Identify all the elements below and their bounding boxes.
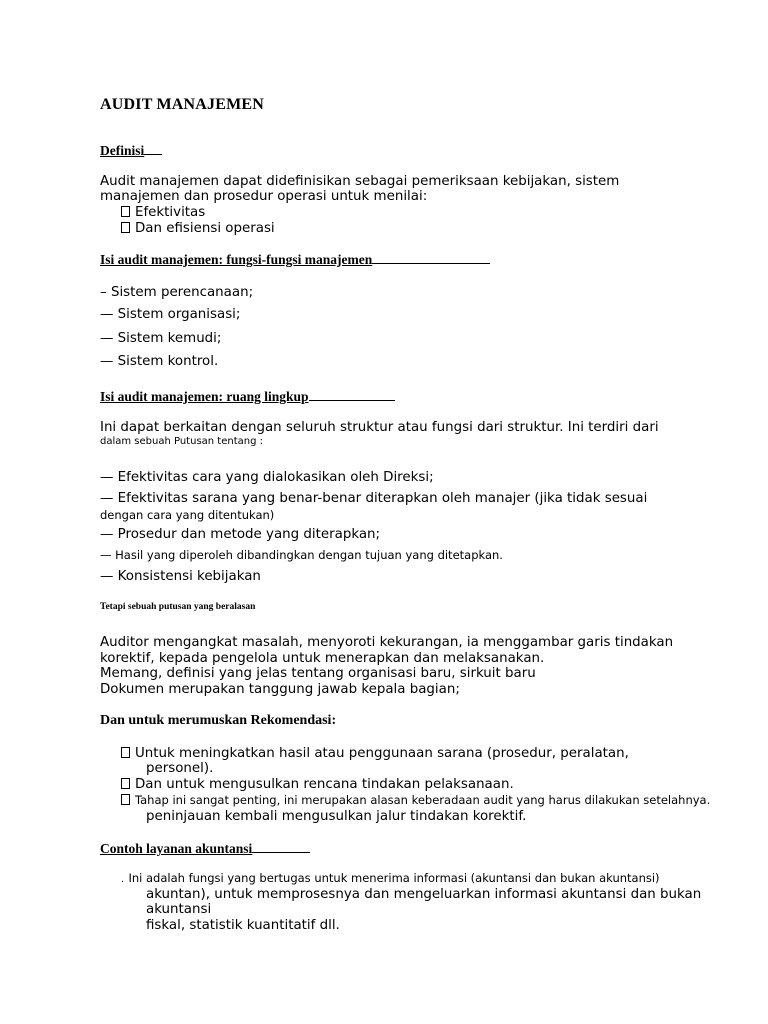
contoh-line-3: akuntansi xyxy=(146,902,212,917)
ruang-item-4: — Hasil yang diperoleh dibandingkan dengan tujuan yang ditetapkan. xyxy=(100,548,503,562)
ruang-line-1: Ini dapat berkaitan dengan seluruh struktur atau fungsi dari struktur. Ini terdiri dari xyxy=(100,420,659,435)
ruang-item-3: — Prosedur dan metode yang diterapkan; xyxy=(100,527,381,542)
rekomendasi-item-3b: peninjauan kembali mengusulkan jalur tindakan korektif. xyxy=(146,809,527,824)
heading-underline xyxy=(144,142,162,155)
checkbox-icon xyxy=(121,747,130,758)
rekomendasi-item-text: Tahap ini sangat penting, ini merupakan alasan keberadaan audit yang harus dilakukan setelahnya. xyxy=(135,793,711,807)
checkbox-icon xyxy=(121,206,130,217)
fungsi-item-1: – Sistem perencanaan; xyxy=(100,285,254,300)
ruang-item-2b: dengan cara yang ditentukan) xyxy=(100,508,275,522)
rekomendasi-item-1b: personel). xyxy=(146,761,214,776)
fungsi-heading-text: Isi audit manajemen: fungsi-fungsi manajemen xyxy=(100,252,373,267)
heading-underline xyxy=(252,840,310,853)
rekomendasi-item-3a xyxy=(121,793,710,807)
definisi-line-2: manajemen dan prosedur operasi untuk menilai: xyxy=(100,189,428,204)
heading-underline xyxy=(309,388,395,401)
fungsi-item-3: — Sistem kemudi; xyxy=(100,331,222,346)
rekomendasi-heading: Dan untuk merumuskan Rekomendasi: xyxy=(100,713,337,728)
fungsi-item-2: — Sistem organisasi; xyxy=(100,307,241,322)
heading-underline xyxy=(372,251,490,264)
contoh-line-1 xyxy=(121,871,660,886)
auditor-line-1: Auditor mengangkat masalah, menyoroti kekurangan, ia menggambar garis tindakan xyxy=(100,635,674,650)
page-title: AUDIT MANAJEMEN xyxy=(100,96,265,113)
definisi-line-1: Audit manajemen dapat didefinisikan sebagai pemeriksaan kebijakan, sistem xyxy=(100,174,620,189)
checkbox-icon xyxy=(121,222,130,233)
ruang-item-2a: — Efektivitas sarana yang benar-benar diterapkan oleh manajer (jika tidak sesuai xyxy=(100,491,648,506)
ruang-heading xyxy=(100,388,395,405)
checkbox-icon xyxy=(121,794,130,805)
tetapi-note: Tetapi sebuah putusan yang beralasan xyxy=(100,602,256,612)
definisi-item-2 xyxy=(121,221,275,236)
auditor-line-3: Memang, definisi yang jelas tentang organisasi baru, sirkuit baru xyxy=(100,666,536,681)
rekomendasi-item-1a xyxy=(121,746,629,761)
ruang-item-1: — Efektivitas cara yang dialokasikan oleh Direksi; xyxy=(100,470,434,485)
contoh-heading-text: Contoh layanan akuntansi xyxy=(100,841,253,856)
definisi-item-text: Dan efisiensi operasi xyxy=(135,221,275,236)
contoh-dot: . xyxy=(121,874,125,885)
definisi-heading xyxy=(100,142,162,159)
rekomendasi-item-2 xyxy=(121,777,514,792)
contoh-line-1-text: Ini adalah fungsi yang bertugas untuk menerima informasi (akuntansi dan bukan akuntansi) xyxy=(128,871,660,885)
fungsi-item-4: — Sistem kontrol. xyxy=(100,354,219,369)
contoh-line-2: akuntan), untuk memprosesnya dan mengeluarkan informasi akuntansi dan bukan xyxy=(146,887,702,902)
auditor-line-4: Dokumen merupakan tanggung jawab kepala bagian; xyxy=(100,682,460,697)
definisi-item-text: Efektivitas xyxy=(135,205,206,220)
ruang-item-5: — Konsistensi kebijakan xyxy=(100,569,261,584)
ruang-line-2: dalam sebuah Putusan tentang : xyxy=(100,436,263,447)
contoh-line-4: fiskal, statistik kuantitatif dll. xyxy=(146,918,340,933)
definisi-heading-text: Definisi xyxy=(100,143,145,158)
rekomendasi-item-text: Dan untuk mengusulkan rencana tindakan pelaksanaan. xyxy=(135,777,514,792)
ruang-heading-text: Isi audit manajemen: ruang lingkup xyxy=(100,389,309,404)
fungsi-heading xyxy=(100,251,490,268)
contoh-heading xyxy=(100,840,310,857)
auditor-line-2: korektif, kepada pengelola untuk menerapkan dan melaksanakan. xyxy=(100,651,545,666)
definisi-item-1 xyxy=(121,205,205,220)
rekomendasi-item-text: Untuk meningkatkan hasil atau penggunaan sarana (prosedur, peralatan, xyxy=(135,746,629,761)
checkbox-icon xyxy=(121,778,130,789)
